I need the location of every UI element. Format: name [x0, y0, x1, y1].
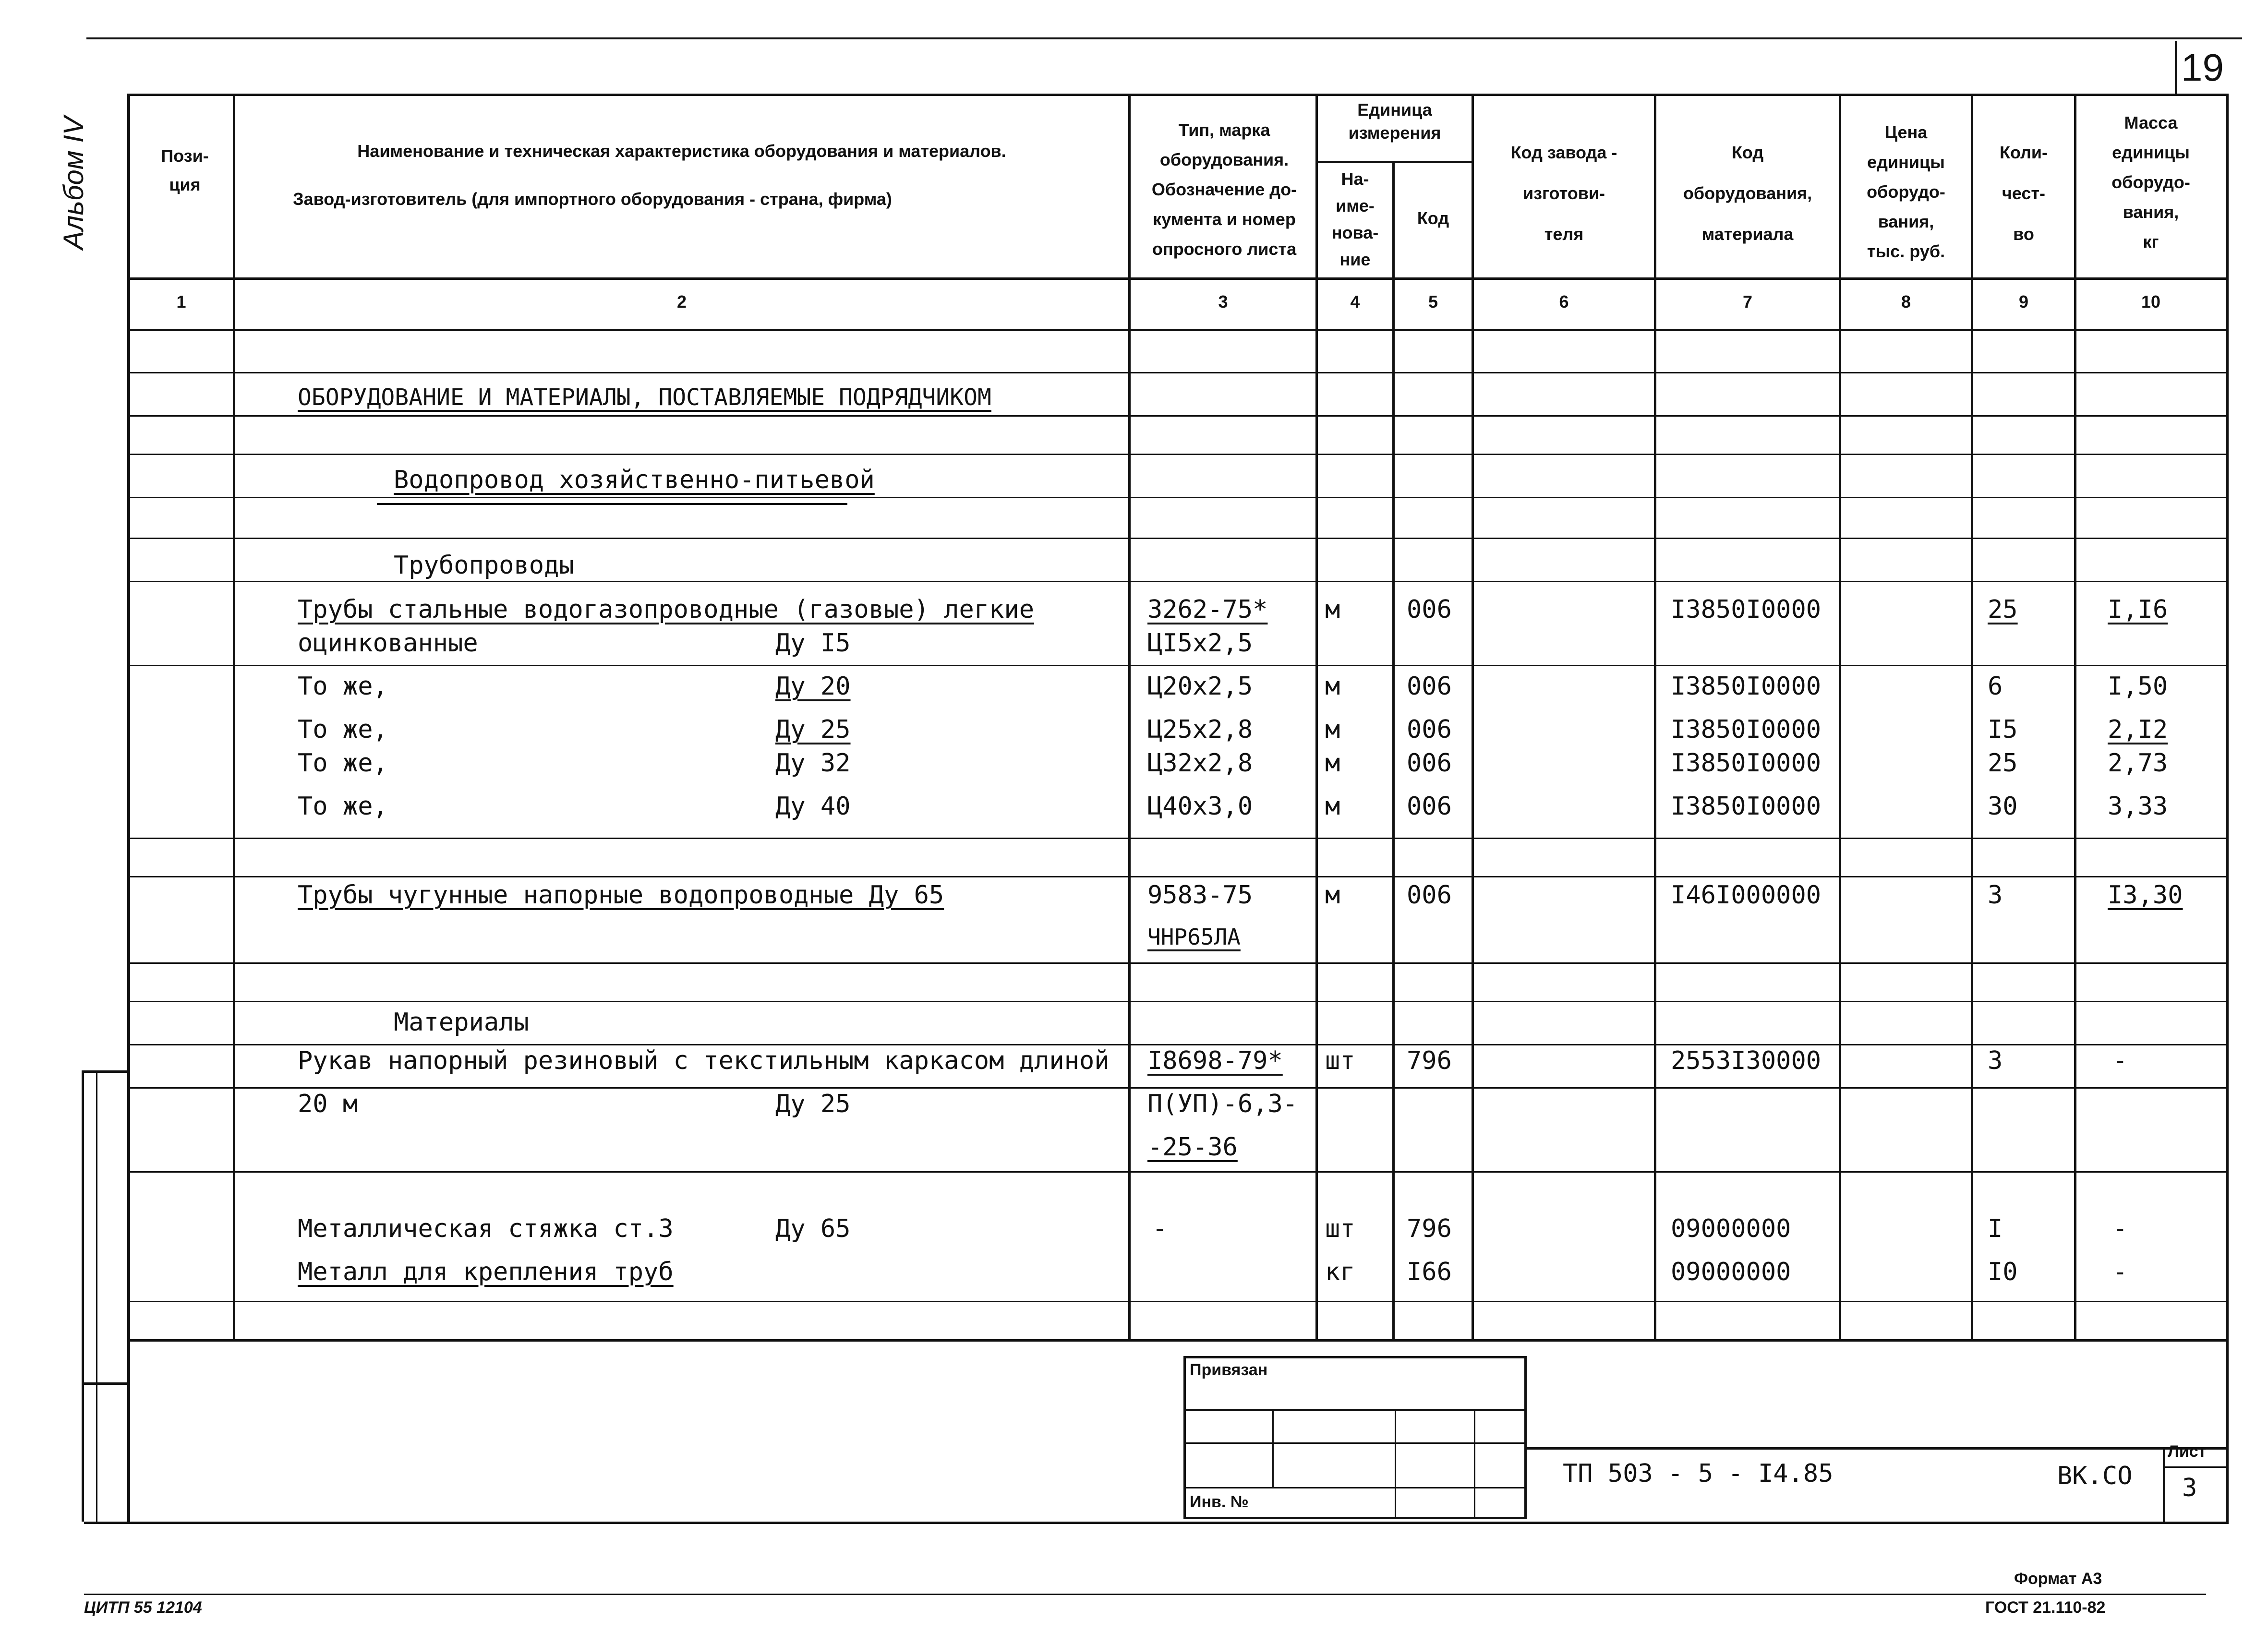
corner-box-left: [2175, 41, 2177, 95]
item-type: Ц25x2,8: [1147, 715, 1253, 744]
item-name: Трубы стальные водогазопроводные (газовые) легкие: [298, 595, 1035, 624]
margin-box-line: [82, 1382, 127, 1385]
item-material-code: 09000000: [1671, 1258, 1791, 1286]
item-unit: м: [1325, 672, 1340, 701]
item-material-code: I3850I0000: [1671, 792, 1822, 821]
col-line-8: [1971, 94, 1973, 1339]
item-unit: м: [1325, 881, 1340, 910]
row-line: [127, 1301, 2228, 1302]
col-line-1: [233, 94, 235, 1339]
colnum-2: 2: [676, 292, 687, 312]
col-line-9: [2074, 94, 2076, 1339]
item-type: 3262-75*: [1147, 595, 1268, 624]
item-unit-code: 796: [1407, 1214, 1452, 1243]
item-material-code: I3850I0000: [1671, 749, 1822, 778]
item-name: оцинкованные: [298, 629, 478, 658]
row-line: [127, 372, 2228, 373]
item-type: Ц20x2,5: [1147, 672, 1253, 701]
item-type: -25-36: [1147, 1133, 1238, 1162]
row-line: [127, 1001, 2228, 1002]
sheet-box-mid: [2163, 1466, 2228, 1468]
margin-box-top: [82, 1070, 127, 1073]
col-line-6: [1654, 94, 1656, 1339]
frame-top-line: [86, 37, 2242, 39]
colnum-4: 4: [1350, 292, 1360, 312]
corner-sheet-number: 19: [2181, 46, 2224, 89]
item-name: То же,: [298, 749, 388, 778]
item-unit-code: 006: [1407, 792, 1452, 821]
header-name-line2: Завод-изготовитель (для импортного оборудования - страна, фирма): [293, 189, 892, 209]
item-unit-code: 006: [1407, 715, 1452, 744]
colnum-9: 9: [2018, 292, 2029, 312]
header-type: Тип, марка оборудования. Обозначение до- кумента и номер опросного листа: [1151, 120, 1297, 259]
item-unit: м: [1325, 749, 1340, 778]
sheet-value: 3: [2182, 1474, 2197, 1502]
item-du: Ду 40: [775, 792, 851, 821]
row-line: [127, 497, 2228, 498]
item-unit: шт: [1325, 1046, 1355, 1075]
col-line-4: [1392, 161, 1395, 1339]
document-mark: ВК.СО: [2057, 1462, 2133, 1490]
footer-format: Формат А3: [2014, 1570, 2102, 1588]
group-materials: Материалы: [394, 1008, 529, 1037]
item-du: Ду 25: [775, 715, 851, 744]
section-title: ОБОРУДОВАНИЕ И МАТЕРИАЛЫ, ПОСТАВЛЯЕМЫЕ ПОДРЯДЧИКОМ: [298, 384, 991, 411]
item-mass: -: [2112, 1258, 2128, 1286]
item-unit: м: [1325, 792, 1340, 821]
colnum-6: 6: [1559, 292, 1569, 312]
header-plant-code: Код завода - изготови- теля: [1510, 143, 1617, 244]
item-du: Ду 25: [775, 1090, 851, 1118]
item-name: То же,: [298, 715, 388, 744]
unit-subheader-line: [1315, 161, 1472, 163]
item-unit: шт: [1325, 1214, 1355, 1243]
item-material-code: I3850I0000: [1671, 715, 1822, 744]
item-quantity: I0: [1988, 1258, 2018, 1286]
item-mass: I3,30: [2108, 881, 2183, 910]
item-name: Металлическая стяжка ст.3: [298, 1214, 674, 1243]
item-mass: I,50: [2108, 672, 2168, 701]
item-mass: -: [2112, 1214, 2128, 1243]
item-type: П(УП)-6,3-: [1147, 1090, 1298, 1118]
col-line-2: [1128, 94, 1131, 1339]
margin-box-mid: [96, 1070, 97, 1522]
footer-line: [84, 1594, 2206, 1595]
album-label: Альбом IV: [58, 116, 89, 250]
header-name-line1: Наименование и техническая характеристика оборудования и материалов.: [357, 141, 1006, 161]
stamp-vline: [1474, 1409, 1475, 1519]
item-quantity: 3: [1988, 1046, 2003, 1075]
row-line: [127, 454, 2228, 455]
row-line: [127, 962, 2228, 964]
row-line: [127, 1087, 2228, 1089]
item-du: Ду 65: [775, 1214, 851, 1243]
item-quantity: I: [1988, 1214, 2003, 1243]
item-quantity: 25: [1988, 595, 2018, 624]
item-quantity: I5: [1988, 715, 2018, 744]
colnum-7: 7: [1742, 292, 1753, 312]
item-mass: I,I6: [2108, 595, 2168, 624]
item-quantity: 3: [1988, 881, 2003, 910]
item-material-code: I3850I0000: [1671, 672, 1822, 701]
title-block-line: [1527, 1447, 2228, 1450]
item-material-code: 09000000: [1671, 1214, 1791, 1243]
stamp-inv-label: Инв. №: [1190, 1493, 1249, 1511]
header-quantity: Коли- чест- во: [1999, 143, 2048, 244]
row-line: [127, 838, 2228, 839]
item-name: Рукав напорный резиновый с текстильным каркасом длиной: [298, 1046, 1110, 1075]
stamp-bound-label: Привязан: [1190, 1361, 1268, 1379]
sheet-label: Лист: [2168, 1442, 2207, 1461]
col-line-5: [1472, 94, 1474, 1339]
item-name: То же,: [298, 792, 388, 821]
item-quantity: 6: [1988, 672, 2003, 701]
item-name: То же,: [298, 672, 388, 701]
row-line: [127, 1171, 2228, 1173]
item-name: Металл для крепления труб: [298, 1258, 674, 1286]
colnum-1: 1: [176, 292, 186, 312]
item-unit: м: [1325, 595, 1340, 624]
item-du: Ду I5: [775, 629, 851, 658]
item-name: Трубы чугунные напорные водопроводные Ду 65: [298, 881, 944, 910]
row-line: [127, 581, 2228, 582]
item-unit: м: [1325, 715, 1340, 744]
row-line: [127, 1044, 2228, 1045]
stamp-vline: [1395, 1409, 1396, 1519]
item-type: Ц40x3,0: [1147, 792, 1253, 821]
item-mass: 2,I2: [2108, 715, 2168, 744]
item-type: Ц32x2,8: [1147, 749, 1253, 778]
item-mass: -: [2112, 1046, 2128, 1075]
row-line: [127, 665, 2228, 666]
item-quantity: 25: [1988, 749, 2018, 778]
item-unit-code: 006: [1407, 881, 1452, 910]
frame-bottom-line: [84, 1522, 2228, 1524]
header-position: Пози- ция: [161, 146, 209, 194]
item-unit-code: 796: [1407, 1046, 1452, 1075]
colnum-10: 10: [2141, 292, 2161, 312]
header-equipment-code: Код оборудования, материала: [1683, 143, 1812, 244]
header-unit-name: На- име- нова- ние: [1331, 169, 1379, 269]
item-material-code: 2553I30000: [1671, 1046, 1822, 1075]
item-material-code: I46I000000: [1671, 881, 1822, 910]
subsection-underline: [377, 503, 847, 505]
item-unit-code: I66: [1407, 1258, 1452, 1286]
item-type: ЧНР65ЛА: [1147, 924, 1241, 950]
row-line: [127, 876, 2228, 877]
item-type: I8698-79*: [1147, 1046, 1283, 1075]
header-unit-code: Код: [1417, 208, 1449, 228]
header-bottom-line: [127, 277, 2228, 280]
item-mass: 2,73: [2108, 749, 2168, 778]
header-price: Цена единицы оборудо- вания, тыс. руб.: [1867, 122, 1945, 261]
item-mass: 3,33: [2108, 792, 2168, 821]
colnum-5: 5: [1428, 292, 1438, 312]
footer-gost: ГОСТ 21.110-82: [1985, 1598, 2106, 1617]
footer-left: ЦИТП 55 12104: [84, 1598, 202, 1617]
item-du: Ду 20: [775, 672, 851, 701]
document-code: ТП 503 - 5 - I4.85: [1563, 1459, 1834, 1488]
item-unit-code: 006: [1407, 595, 1452, 624]
group-pipelines: Трубопроводы: [394, 551, 574, 580]
item-unit-code: 006: [1407, 672, 1452, 701]
colnum-8: 8: [1901, 292, 1911, 312]
item-du: Ду 32: [775, 749, 851, 778]
col-line-7: [1839, 94, 1841, 1339]
subsection-title: Водопровод хозяйственно-питьевой: [394, 466, 875, 494]
row-line: [127, 538, 2228, 539]
item-type: ЦI5x2,5: [1147, 629, 1253, 658]
margin-box-left: [82, 1070, 84, 1522]
table-top-line: [127, 94, 2228, 96]
frame-right-line: [2226, 94, 2229, 1524]
col-line-3: [1315, 94, 1318, 1339]
colnum-bottom-line: [127, 329, 2228, 331]
item-quantity: 30: [1988, 792, 2018, 821]
header-unit-group: Единица измерения: [1348, 100, 1441, 143]
item-type: 9583-75: [1147, 881, 1253, 910]
item-material-code: I3850I0000: [1671, 595, 1822, 624]
item-unit-code: 006: [1407, 749, 1452, 778]
item-type: -: [1152, 1214, 1168, 1243]
item-name: 20 м: [298, 1090, 358, 1118]
header-mass: Масса единицы оборудо- вания, кг: [2111, 113, 2190, 252]
item-unit: кг: [1325, 1258, 1355, 1286]
table-bottom-line: [127, 1339, 2228, 1342]
row-line: [127, 415, 2228, 417]
sheet-box-left: [2163, 1447, 2165, 1522]
stamp-vline: [1272, 1409, 1274, 1487]
colnum-3: 3: [1218, 292, 1228, 312]
